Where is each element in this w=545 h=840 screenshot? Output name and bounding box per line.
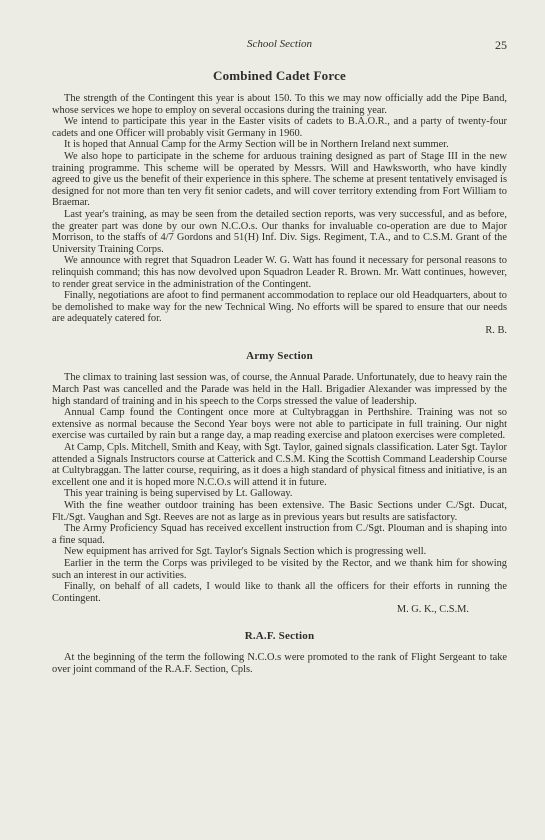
paragraph: Earlier in the term the Corps was privileged to be visited by the Rector, and we thank him for showing such an interest in our activities.	[52, 557, 507, 581]
signature: M. G. K., C.S.M.	[396, 604, 469, 616]
paragraph: At the beginning of the term the following N.C.O.s were promoted to the rank of Flight Sergeant to take over joint command of the R.A.F. Section, Cpls.	[52, 651, 507, 675]
paragraph: The Army Proficiency Squad has received excellent instruction from C./Sgt. Plouman and is shaping into a fine squad.	[52, 523, 507, 546]
raf-section-heading: R.A.F. Section	[244, 629, 315, 642]
paragraph: This year training is being supervised by Lt. Galloway.	[64, 488, 293, 500]
paragraph: New equipment has arrived for Sgt. Taylor's Signals Section which is progressing well.	[64, 546, 427, 558]
paragraph: Finally, on behalf of all cadets, I would like to thank all the officers for their efforts in running the Contingent.	[52, 581, 507, 604]
paragraph: At Camp, Cpls. Mitchell, Smith and Keay, with Sgt. Taylor, gained signals classification. Later Sgt. Taylor attended a Signals Instructors course at Catterick and C.S.M. King the Scottish Command Leadership Course at Cultybraggan. The latter course, requiring, as it does a high standard of physical fitness and initiative, is an excellent one and it is hoped more N.C.O.s will attend it in future.	[52, 442, 507, 488]
paragraph: We announce with regret that Squadron Leader W. G. Watt has found it necessary for personal reasons to relinquish command; this has now devolved upon Squadron Leader R. Brown. Mr. Watt continues, however, to render great service in the administration of the Contingent.	[52, 255, 507, 290]
army-section-heading: Army Section	[246, 350, 313, 363]
signature: R. B.	[485, 324, 507, 336]
paragraph: With the fine weather outdoor training has been extensive. The Basic Sections under C./Sgt. Ducat, Flt./Sgt. Vaughan and Sgt. Reeves are not as large as in previous years but results are satisfactory.	[52, 500, 507, 523]
running-header	[52, 38, 507, 54]
cadet-force-heading: Combined Cadet Force	[212, 68, 347, 83]
paragraph: The strength of the Contingent this year is about 150. To this we may now officially add the Pipe Band, whose services we hope to employ on several occasions during the training year.	[52, 93, 507, 116]
section-title: School Section	[246, 38, 313, 50]
paragraph: It is hoped that Annual Camp for the Army Section will be in Northern Ireland next summer.	[64, 139, 449, 151]
page-number: 25	[495, 38, 507, 52]
paragraph: We intend to participate this year in the Easter visits of cadets to B.A.O.R., and a party of twenty-four cadets and one Officer will probably visit Germany in 1960.	[52, 116, 507, 139]
paragraph: We also hope to participate in the scheme for arduous training designed as part of Stage III in the new training programme. This scheme will be operated by Messrs. Will and Hawksworth, who have kindly agreed to give us the benefit of their experience in this sphere. The scheme at present tentatively envisaged is designed for not more than ten very fit senior cadets, and will cover territory extending from Fort William to Braemar.	[52, 150, 507, 209]
paragraph: Annual Camp found the Contingent once more at Cultybraggan in Perthshire. Training was not so extensive as normal because the Second Year boys were not able to participate in full training. Our night exercise was curtailed by rain but a range day, a map reading exercise and platoon exercises were completed.	[52, 407, 507, 442]
paragraph: Finally, negotiations are afoot to find permanent accommodation to replace our old Headquarters, about to be demolished to make way for the new Technical Wing. No efforts will be spared to ensure that our needs are adequately catered for.	[52, 290, 507, 325]
paragraph: Last year's training, as may be seen from the detailed section reports, was very successful, and as before, the greater part was done by our own N.C.O.s. Our thanks for invaluable co-operation are due to Major Morrison, to the staffs of 4/7 Gordons and 51(H) Inf. Div. Sigs. Regiment, T.A., and to C.S.M. Grant of the University Training Corps.	[52, 208, 507, 255]
paragraph: The climax to training last session was, of course, the Annual Parade. Unfortunately, due to heavy rain the March Past was cancelled and the Parade was held in the Hall. Brigadier Alexander was impressed by the high standard of training and in his speech to the Corps stressed the value of leadership.	[52, 372, 507, 407]
